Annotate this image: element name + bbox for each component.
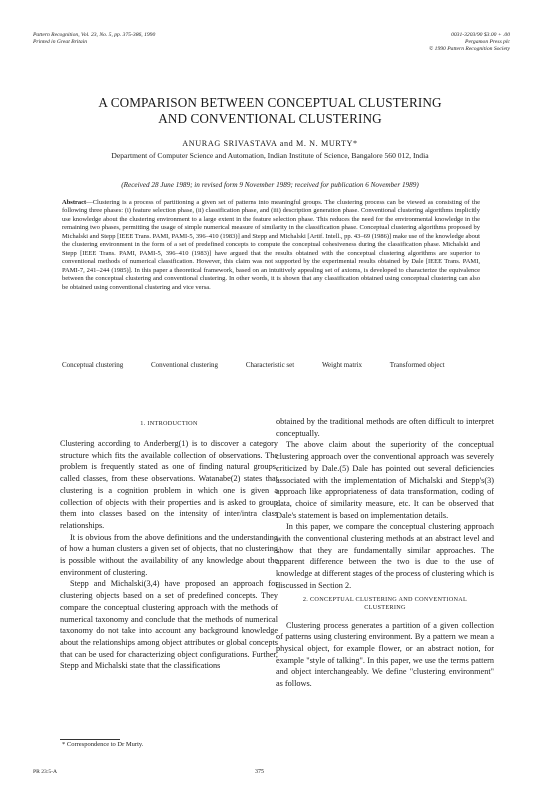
paragraph: obtained by the traditional methods are often difficult to interpret conceptually. <box>276 417 494 438</box>
abstract <box>62 199 480 292</box>
keyword: Conventional clustering <box>150 361 219 369</box>
paper-title <box>0 95 540 127</box>
left-column <box>60 416 278 672</box>
paragraph: It is obvious from the above definitions and the understanding of how a human clusters a given set of objects, that no clustering is possible without the availability of any knowledge about the environment of clustering. <box>60 532 278 577</box>
keyword: Transformed object <box>389 361 445 369</box>
paragraph: The above claim about the superiority of the conceptual clustering approach over the conventional approach was severely criticized by Dale.(5) Dale has pointed out several deficiencies associated with the implementation of Michalski and Stepp's(3) approach like appropriateness of data transformation, coding of data, choice of similarity measure, etc. It can be observed that Dale's statement is based on implementation details. <box>276 440 494 520</box>
section-1-heading: 1. INTRODUCTION <box>140 420 198 427</box>
section-2-heading <box>276 596 494 612</box>
footnote: * Correspondence to Dr Murty. <box>62 741 144 748</box>
journal-header-right <box>429 32 510 53</box>
page-number: 375 <box>255 769 264 775</box>
issn-price: 0031-3203/90 $3.00 + .00 <box>451 32 510 38</box>
keyword: Weight matrix <box>321 361 363 369</box>
paragraph: Clustering process generates a partition of a given collection of patterns using clustering environment. By a pattern we mean a physical object, for example flower, or an abstract notion, for example "style of talking". In this paper, we use the terms pattern and object interchangeably. We define "clustering environment" as follows. <box>276 620 494 689</box>
section-2-heading-line-1: 2. CONCEPTUAL CLUSTERING AND CONVENTIONAL <box>302 595 468 603</box>
copyright: © 1990 Pattern Recognition Society <box>429 46 510 52</box>
paragraph: Stepp and Michalski(3,4) have proposed an approach for clustering objects based on a set of predefined concepts. They compare the conceptual clustering approach with the methods of numerical taxonomy and conclude that the methods of numerical taxonomy do not take into account any background knowledge about the relationships among object attributes or global concepts that can be used for characterizing object configurations. Further, Stepp and Michalski state that the classifications <box>60 579 278 671</box>
abstract-label: Abstract <box>62 199 87 206</box>
right-column <box>276 416 494 690</box>
keyword: Characteristic set <box>245 361 295 369</box>
abstract-text: —Clustering is a process of partitioning a given set of patterns into meaningful groups. The clustering process can be viewed as consisting of the following three phases: (i) feature selection phase, (ii) classification phase, and (iii) description generation phase. Conventional clustering algorithms implicitly use knowledge about the clustering environment to a large extent in the feature selection phase. This reduces the need for the environmental knowledge in the remaining two phases, permitting the usage of simple numerical measure of similarity in the classification phase. Conceptual clustering algorithms proposed by Michalski and Stepp [IEEE Trans. PAMI, PAMI-5, 396–410 (1983)] and Stepp and Michalski [Artif. Intell., pp. 43–69 (1986)] make use of the knowledge about the clustering environment in the form of a set of predefined concepts to compute the conceptual cohesiveness during the classification phase. Michalski and Stepp [IEEE Trans. PAMI, PAMI-5, 396–410 (1983)] have argued that the results obtained with the conceptual clustering algorithms are superior to conventional methods of numerical classification. However, this claim was not supported by the experimental results obtained by Dale [IEEE Trans. PAMI, PAMI-7, 241–244 (1985)]. In this paper a theoretical framework, based on an intuitively appealing set of axioms, is developed to characterize the equivalence between the conceptual clustering and conventional clustering. In other words, it is shown that any classification obtained using conceptual clustering can also be obtained using conventional clustering and vice versa. <box>62 199 480 291</box>
section-2-heading-line-2: CLUSTERING <box>364 603 406 611</box>
paragraph: Clustering according to Anderberg(1) is to discover a category structure which fits the available collection of observations. The problem is frequently stated as one of finding natural groups, called classes, from these observations. Watanabe(2) states that clustering is a cognition problem in which one is given a collection of objects with their properties and is asked to group them into classes based on the intensity of inter/intra class relationships. <box>60 439 278 530</box>
printed-in: Printed in Great Britain <box>33 39 88 45</box>
journal-citation: Pattern Recognition, Vol. 23, No. 5, pp. 375-386, 1990 <box>33 32 156 38</box>
title-line-1: A COMPARISON BETWEEN CONCEPTUAL CLUSTERING <box>98 95 442 110</box>
journal-header-left <box>33 32 155 46</box>
title-line-2: AND CONVENTIONAL CLUSTERING <box>158 111 382 126</box>
keywords <box>62 360 492 370</box>
authors: ANURAG SRIVASTAVA and M. N. MURTY* <box>182 139 358 148</box>
publisher: Pergamon Press plc <box>465 39 510 45</box>
footnote-rule <box>60 739 120 740</box>
page-id: PR 23:5-A <box>33 769 58 775</box>
received-dates: (Received 28 June 1989; in revised form 9 November 1989; received for publication 6 November 1989) <box>121 181 419 189</box>
affiliation: Department of Computer Science and Automation, Indian Institute of Science, Bangalore 560 012, India <box>111 151 429 160</box>
keyword: Conceptual clustering <box>62 361 124 369</box>
paragraph: In this paper, we compare the conceptual clustering approach with the conventional clustering methods at an abstract level and show that they are fundamentally similar approaches. The apparent difference between the two is due to the use of knowledge at different stages of the process of clustering which is discussed in Section 2. <box>276 522 494 590</box>
